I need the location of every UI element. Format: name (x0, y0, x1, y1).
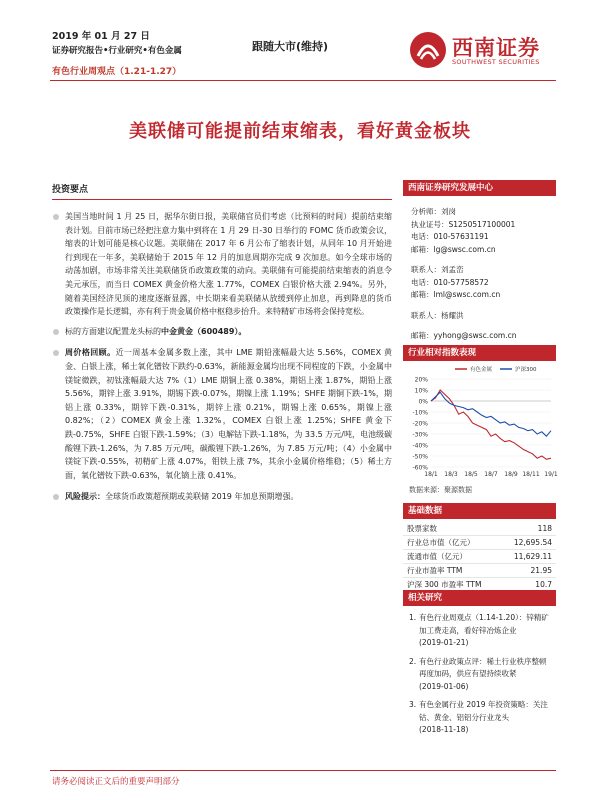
related-item-number: 1. (409, 613, 417, 622)
table-value: 118 (537, 524, 552, 533)
table-key: 行业市盈率 TTM (407, 566, 463, 575)
index-chart-heading: 行业相对指数表现 (403, 345, 556, 361)
table-value: 11,629.11 (513, 552, 552, 561)
related-item-title: 有色金属行业 2019 年投资策略：关注钴、黄金、铝铝分行业龙头 (419, 700, 548, 722)
price-review-label: 周价格回顾。 (65, 348, 116, 358)
related-item[interactable] (403, 656, 556, 694)
summary-paragraph-1: 美国当地时间 1 月 25 日，据华尔街日报，美联储官员们考虑（比预料的时间）提前结束缩表计划。目前市场已经把注意力集中到将在 1 月 29 日-30 日举行的 FOMC 货币政策会议，缩表的计划可能是核心议题。美联储在 2017 年 6 月公布了缩表计划，从同年 10 月开始进行到现在一年多，美联储始于 2015 年 12 月的加息周期亦完成 9 次加息。如今全球市场的动荡加剧，市场非常关注美联储货币政策政策的动向。美联储有可能提前结束缩表的消息令美元承压，而当日 COMEX 黄金价格大涨 1.77%，COMEX 白银价格大涨 2.94%。另外，随着美国经济见顶的速度逐渐显露，中长期来看美联储从放缓到停止加息，再到降息的货币政策操作是长逻辑，亦有利于贵金属价格中枢稳步抬升。来特精矿市场将会保持宽松。 (52, 210, 392, 319)
risk-label: 风险提示： (65, 492, 105, 502)
related-item[interactable] (403, 612, 556, 650)
table-value: 21.95 (530, 566, 552, 575)
summary-column (52, 182, 392, 504)
analyst-list (403, 206, 556, 343)
risk-body: 全球货币政策超预期或美联储 2019 年加息预期增强。 (105, 492, 299, 502)
basic-data-table (403, 522, 556, 592)
y-tick-label: -20% (412, 420, 428, 428)
x-tick-label: 18/3 (444, 471, 458, 478)
table-row (403, 550, 556, 564)
header-divider (50, 80, 556, 81)
analyst-1-cert: 执业证号：S1250517100001 (411, 219, 516, 229)
basic-data-panel (403, 503, 556, 592)
series-line-1 (431, 390, 551, 459)
legend-label: 沪深300 (515, 367, 537, 373)
related-item-date: (2019-01-21) (419, 638, 469, 647)
legend-label: 有色金属 (470, 367, 493, 373)
basic-data-heading: 基础数据 (403, 503, 556, 519)
analyst-1-name: 分析师：刘岗 (411, 207, 456, 216)
logo-subtext: SOUTHWEST SECURITIES (452, 58, 540, 66)
analyst-2-name: 联系人：刘孟峦 (411, 265, 464, 274)
summary-paragraph-2 (52, 325, 392, 339)
table-value: 10.7 (535, 580, 552, 589)
y-tick-label: -40% (412, 442, 428, 450)
analyst-3-email[interactable]: 邮箱：yyhong@swsc.com.cn (411, 331, 517, 340)
y-tick-label: -30% (412, 431, 428, 439)
recommend-prefix: 标的方面建议配置龙头标的 (65, 326, 161, 336)
table-key: 股票家数 (407, 524, 437, 533)
report-type: 证券研究报告•行业研究•有色金属 (52, 46, 182, 56)
related-item-title: 有色行业政策点评：稀土行业秩序整顿再度加码，供应有望持续收紧 (419, 656, 547, 678)
table-row (403, 564, 556, 578)
table-row (403, 522, 556, 536)
x-tick-label: 18/9 (504, 471, 518, 478)
y-tick-label: -60% (412, 464, 428, 472)
x-tick-label: 18/7 (484, 471, 498, 478)
y-tick-label: 20% (414, 376, 428, 384)
analyst-1-phone: 电话：010-57631191 (411, 232, 489, 241)
summary-divider (52, 199, 392, 200)
analyst-3-name: 联系人：杨耀洪 (411, 310, 464, 320)
analyst-2-email[interactable]: 邮箱：lml@swsc.com.cn (411, 290, 501, 299)
analyst-panel (403, 180, 556, 343)
recommend-code: （600489）。 (193, 326, 247, 336)
footer-divider (50, 770, 556, 771)
summary-paragraph-3 (52, 346, 392, 482)
table-key: 流通市值（亿元） (407, 552, 467, 561)
y-tick-label: -50% (412, 453, 428, 461)
related-item[interactable] (403, 699, 556, 737)
logo-text: 西南证券 (452, 35, 540, 60)
analyst-2-phone: 电话：010-57758572 (411, 277, 489, 287)
table-key: 行业总市值（亿元） (407, 538, 475, 547)
table-key: 沪深 300 市盈率 TTM (407, 580, 482, 589)
index-chart (403, 361, 556, 483)
index-chart-svg (403, 361, 556, 483)
chart-source: 数据来源：聚源数据 (409, 486, 472, 494)
summary-paragraph-4 (52, 490, 392, 504)
related-item-date: (2018-11-18) (419, 725, 469, 734)
recommend-target: 中金黄金 (161, 326, 193, 336)
x-tick-label: 18/1 (424, 471, 438, 478)
logo-emblem-icon (408, 30, 448, 70)
report-title: 美联储可能提前结束缩表，看好黄金板块 (129, 121, 471, 142)
x-tick-label: 18/5 (464, 471, 478, 478)
header-meta (52, 30, 252, 80)
y-tick-label: 0% (418, 398, 428, 406)
x-tick-label: 19/1 (544, 471, 558, 478)
analyst-1-email[interactable]: 邮箱：lg@swsc.com.cn (411, 244, 496, 254)
related-item-number: 3. (409, 700, 417, 709)
index-chart-panel (403, 345, 556, 495)
x-tick-label: 18/11 (522, 471, 540, 478)
related-item-title: 有色行业周观点（1.14-1.20）：锌精矿加工费走高，看好锌冶炼企业 (419, 613, 549, 635)
related-item-number: 2. (409, 656, 417, 666)
related-heading: 相关研究 (403, 590, 556, 606)
company-logo (406, 28, 556, 74)
analyst-heading: 西南证券研究发展中心 (403, 180, 556, 196)
rating: 跟随大市(维持) (252, 40, 329, 53)
y-tick-label: -10% (412, 409, 428, 417)
summary-heading: 投资要点 (52, 185, 89, 195)
report-date: 2019 年 01 月 27 日 (52, 31, 150, 42)
table-value: 12,695.54 (513, 538, 552, 547)
price-review-body: 近一周基本金属多数上涨，其中 LME 期铅涨幅最大达 5.56%，COMEX 黄金、白银上涨，稀土氧化镨钕下跌约-0.63%，新能源金属均出现不同程度的下跌，小金属中镁锭微跌，初钛涨幅最大达 7%（1）LME 期铜上涨 0.38%，期铝上涨 1.87%，期铅上涨 5.56%，期锌上涨 3.91%，期锡下跌-0.07%，期镍上涨 1.19%；SHFE 期铜下跌-1%，期铝上涨 0.33%，期锌下跌-0.31%，期锌上涨 0.21%，期锡上涨 0.65%，期镍上涨 0.82%；（2）COMEX 黄金上涨 1.32%，COMEX 白银上涨 1.25%；SHFE 黄金下跌-0.75%，SHFE 白银下跌-1.59%；（3）电解钴下跌-1.18%，为 33.5 万元/吨，电池级碳酸锂下跌-1.26%，为 7.85 万元/吨，碳酸锂下跌-1.26%，为 7.85 万元/吨；（4）小金属中镁锭下跌-0.55%，初精矿上涨 4.07%，钼铁上涨 7%，其余小金属价格维稳；（5）稀土方面，氧化镨钕下跌-0.63%，氧化镝上涨 0.41%。 (65, 348, 393, 480)
table-row (403, 536, 556, 550)
y-tick-label: 10% (414, 387, 428, 395)
weekly-label: 有色行业周观点（1.21-1.27） (52, 67, 182, 77)
footer-disclaimer: 请务必阅读正文后的重要声明部分 (52, 777, 180, 787)
related-item-date: (2019-01-06) (419, 681, 469, 691)
related-panel (403, 590, 556, 737)
related-list (403, 612, 556, 737)
